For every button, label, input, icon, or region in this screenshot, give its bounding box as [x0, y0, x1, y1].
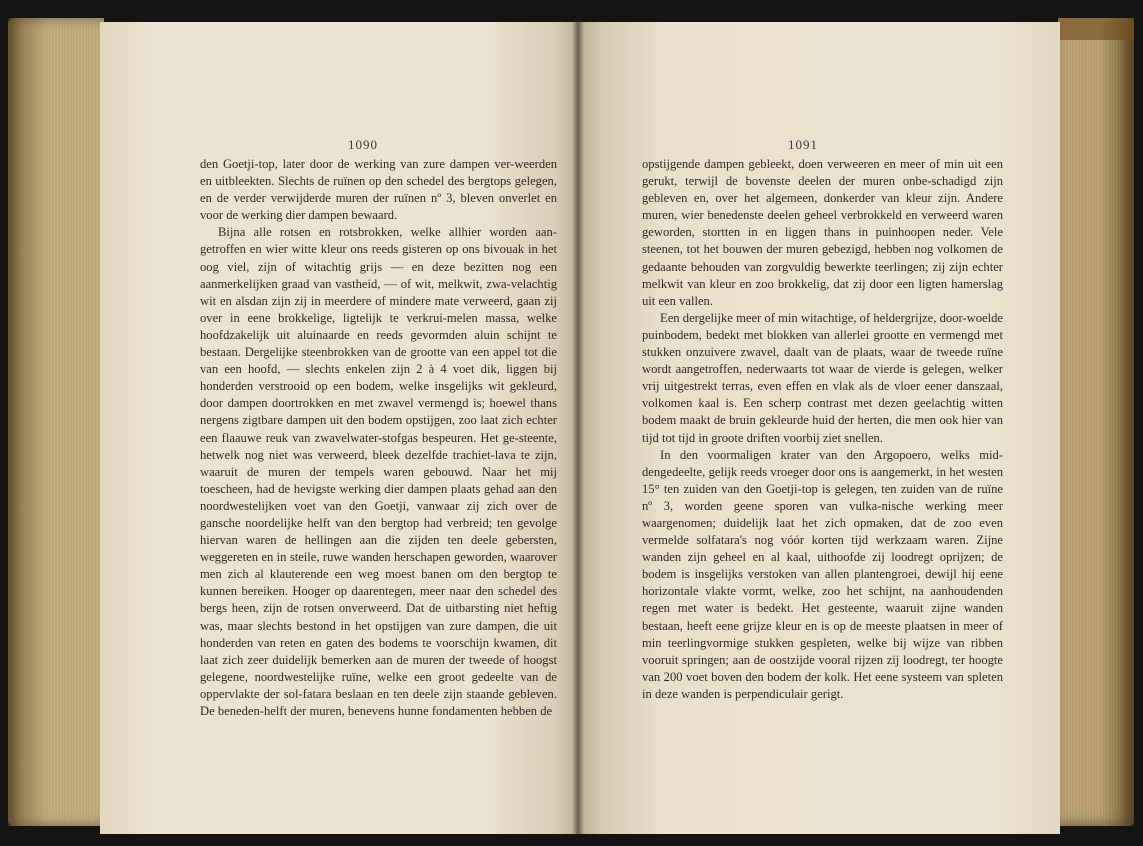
book-gutter — [572, 18, 584, 834]
paragraph: opstijgende dampen gebleekt, doen verweeren en meer of min uit een gerukt, terwijl de bovenste deelen der muren onbe-schadigd zijn gebleven en, over het algemeen, donkerder van kleur zijn. Andere muren, wier benedenste deelen geheel verbrokkeld en verweerd waren geworden, stortten in en liggen thans in puinhoopen neder. Vele steenen, tot het bouwen der muren gebezigd, hebben nog volkomen de gedaante behouden van zorgvuldig bewerkte teerlingen; zij zijn echter melkwit van kleur en zoo brokkelig, dat zij door een ligten hamerslag uit een vallen. — [642, 157, 1003, 308]
paragraph: Een dergelijke meer of min witachtige, of heldergrijze, door-woelde puinbodem, bedekt met blokken van allerlei grootte en vermengd met stukken onzuivere zwavel, daalt van de plaats, waar de tweede ruïne wordt aangetroffen, nederwaarts tot waar de vierde is gelegen, welker vrij uitgestrekt terras, even effen en vlak als de vloer eener danszaal, volkomen kaal is. Een scherp contrast met dezen geelachtig witten bodem maakt de bruin gekleurde huid der herten, die men ook hier van tijd tot tijd in groote driften voorbij ziet snellen. — [642, 310, 1003, 445]
paragraph: In den voormaligen krater van den Argopoero, welks mid-dengedeelte, gelijk reeds vroeger door ons is aangemerkt, in het westen 15° ten zuiden van den Goetji-top is gelegen, ten zuiden van de ruïne nº 3, worden geene sporen van vulka-nische werking meer waargenomen; duidelijk laat het zich opmaken, dat de zoo even vermelde solfatara's nog vóór korten tijd werkzaam waren. Zijne wanden zijn geheel en al kaal, uithoofde zij loodregt oprijzen; de bodem is insgelijks verstoken van allen plantengroei, dewijl hij eene horizontale vlakte vormt, welke, zoo het schijnt, na aanhoudenden regen met water is bedekt. Het gesteente, waaruit zijne wanden bestaan, heeft eene grijze kleur en is op de meeste plaatsen in meer of min teerlingvormige stukken gespleten, welke bij wijze van ribben vooruit springen; aan de oostzijde vooral rijzen zij loodregt, ter hoogte van 200 voet boven den bodem der kolk. Het eene systeem van spleten in deze wanden is perpendiculair gerigt. — [642, 447, 1003, 701]
left-page — [100, 22, 578, 834]
right-page — [578, 22, 1060, 834]
right-page-stack — [1058, 18, 1134, 826]
paragraph: Bijna alle rotsen en rotsbrokken, welke allhier worden aan-getroffen en wier witte kleur ons reeds gisteren op ons bivouak in het oog viel, zijn of witachtig grijs — en deze bezitten nog een aanmerkelijken graad van vastheid, — of wit, melkwit, zwa-velachtig wit en alsdan zijn zij in meerdere of mindere mate verweerd, gaan zij over in eene brokkelige, ligtelijk te verkrui-melen massa, welke hoofdzakelijk uit aluinaarde en reeds gevormden aluin schijnt te bestaan. Dergelijke steenbrokken van de grootte van een appel tot die van een hoofd, — slechts enkelen zijn 2 à 4 voet dik, liggen bij honderden verstrooid op een bodem, welke insgelijks wit gekleurd, door dampen doortrokken en met zwavel vermengd is; hoewel thans nergens zigtbare dampen uit den bodem opstijgen, zoo laat zich echter een flaauwe reuk van zwavelwater-stofgas bespeuren. Het ge-steente, hetwelk nog niet was verweerd, bleek dezelfde trachiet-lava te zijn, waaruit de muren der tempels waren gebouwd. Naar het mij toescheen, had de hevigste werking dier dampen plaats gehad aan den noordwestelijken voet van den Goetji, vanwaar zij zich over de gansche noordelijke helft van den bergtop had verbreid; ten gevolge hiervan waren de hellingen aan die zijden ten deele gebersten, weggereten en in steile, ruwe wanden herschapen geworden, waarover men zich al klauterende een weg moest banen om den bergtop te kunnen bereiken. Hooger op daarentegen, meer naar den schedel des bergs heen, zijn de rotsen onverweerd. Dat de uitbarsting niet heftig was, maar slechts bestond in het opstijgen van zure dampen, die uit honderden van reten en gaten des bodems te voorschijn kwamen, dit laat zich zeer duidelijk bemerken aan de muren der tweede of hoogst gelegene, noordwestelijke ruïne, welke een groot gedeelte van de oppervlakte der sol-fatara beslaan en ten deele zijn staande gebleven. De beneden-helft der muren, benevens hunne fondamenten hebben de — [200, 225, 557, 718]
page-body — [200, 156, 557, 720]
left-page-stack — [8, 18, 104, 826]
paragraph: den Goetji-top, later door de werking van zure dampen ver-weerden en uitbleekten. Slechts de ruïnen op den schedel des bergtops gelegen, en de verder verwijderde muren der ruïnen nº 3, bleven onverlet en voor de werking dier dampen bewaard. — [200, 157, 557, 223]
page-number: 1090 — [348, 137, 378, 152]
page-number: 1091 — [788, 137, 818, 152]
page-body — [642, 156, 1003, 703]
